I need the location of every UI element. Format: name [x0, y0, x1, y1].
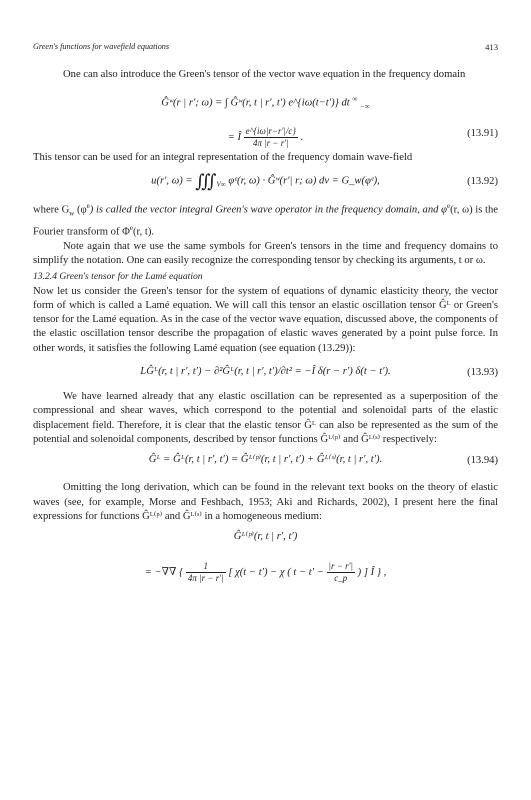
equation-tail: .	[300, 131, 304, 143]
paragraph-superposition: We have learned already that any elastic oscillation can be represented as a superposition of the compressional and shear waves, which correspond to the potential and solenoidal parts of the elastic displacement field. Therefore, it is clear that the elastic tensor Ĝᴸ can also be represented as the sum of the potential and solenoidal components, described by tensor functions Ĝᴸ⁽ᵖ⁾ and Ĝᴸ⁽ˢ⁾ respectively:	[33, 391, 498, 445]
equation-frequency-tensor	[33, 83, 498, 117]
equation-13-92	[33, 165, 498, 199]
paragraph-intro: One can also introduce the Green's tensor of the vector wave equation in the frequency domain	[63, 69, 466, 81]
book-page	[33, 40, 498, 586]
fraction-denominator: 4π |r − r′|	[252, 137, 289, 148]
equation-number: (13.92)	[467, 175, 498, 187]
fraction-numerator: |r − r′|	[328, 561, 354, 572]
equation-13-91	[33, 117, 498, 151]
section-heading: 13.2.4 Green's tensor for the Lamé equation	[33, 271, 203, 283]
integral-upper-limit: ∞	[352, 94, 358, 103]
equation-fraction	[244, 126, 298, 149]
equation-13-93	[33, 356, 498, 390]
equation-text: LĜᴸ(r, t | r′, t′) − ∂²Ĝᴸ(r, t | r′, t′)/∂t² = −Î δ(r − r′) δ(t − t′).	[140, 366, 391, 378]
equation-text: Ĝᴸ⁽ᵖ⁾(r, t | r′, t′)	[233, 531, 298, 543]
equation-pre: = −∇∇ {	[144, 567, 184, 579]
equation-potential-tensor-rhs	[33, 552, 498, 586]
equation-number: (13.91)	[467, 127, 498, 139]
equation-fraction	[186, 561, 226, 584]
equation-number: (13.93)	[467, 367, 498, 379]
text-run: (r, ω) is the Fourier transform of Φ	[33, 204, 499, 238]
paragraph-operator-definition: where $G_w$ $(\varphi^e)$ is called the vector integral Green's wave operator in the frequency domain, and $\varphi^e(r$, ω) is the Fourier transform of $\Phi^e(r$, t).	[33, 201, 499, 238]
equation-lhs: = Î	[227, 131, 241, 143]
integral-domain: V∞	[216, 180, 226, 189]
fraction-numerator: 1	[186, 561, 226, 573]
equation-lhs: u(r′, ω) =	[151, 175, 193, 187]
fraction-denominator: 4π |r − r′|	[187, 573, 224, 584]
equation-13-94	[33, 447, 498, 475]
equation-number: (13.94)	[467, 455, 498, 467]
text-run: ) is called the vector integral Green's wave operator in the frequency domain, and φ	[89, 204, 448, 216]
page-number: 413	[485, 42, 498, 52]
equation-rhs: φᵉ(r, ω) · Ĝʷ(r′| r; ω) dv = G_w(φᵉ),	[228, 175, 380, 187]
equation-text: Ĝᴸ = Ĝᴸ(r, t | r′, t′) = Ĝᴸ⁽ᵖ⁾(r, t | r′, t′) + Ĝᴸ⁽ˢ⁾(r, t | r′, t′).	[148, 454, 383, 466]
text-run: (φ	[77, 204, 87, 216]
running-title: Green's functions for wavefield equations	[33, 42, 170, 51]
equation-mid: [ χ(t − t′) − χ ( t − t′ −	[228, 567, 324, 579]
fraction-numerator: e^{iω|r−r′|/c}	[245, 125, 296, 136]
running-header	[33, 40, 498, 54]
triple-integral-sign: ∭	[195, 170, 217, 191]
paragraph-final-expressions: Omitting the long derivation, which can be found in the relevant text books on the theory of elastic waves (see, for example, Morse and Feshbach, 1953; Aki and Richards, 2002), I present here the final expressions for functions Ĝᴸ⁽ᵖ⁾ and Ĝᴸ⁽ˢ⁾ in a homogeneous medium:	[33, 482, 498, 522]
equation-fraction-2	[327, 561, 356, 584]
fraction-denominator: c_p	[334, 573, 348, 584]
paragraph-lame-intro: Now let us consider the Green's tensor for the system of equations of dynamic elasticity theory, the vector form of which is called a Lamé equation. We will call this tensor an elastic oscillation tensor Ĝᴸ or Green's tensor for the Lamé equation. As in the case of the vector wave equation, discussed above, the components of the elastic oscillation tensor describe the propagation of elastic waves generated by a point pulse force. In other words, it satisfies the following Lamé equation (see equation (13.29)):	[33, 285, 498, 354]
integral-lower-limit: −∞	[360, 102, 370, 111]
equation-text: Ĝʷ(r | r′; ω) = ∫ Ĝʷ(r, t | r′, t′) e^{iω(t−t′)} dt	[161, 97, 350, 109]
text-run: (r, t).	[133, 226, 155, 238]
text-run: where G	[33, 204, 70, 216]
equation-tail: ) ] Î } ,	[357, 567, 387, 579]
equation-potential-tensor-lhs	[33, 524, 498, 552]
paragraph-notation-note: Note again that we use the same symbols for Green's tensors in the time and frequency domains to simplify the notation. One can easily recognize the corresponding tensor by checking its arguments, t or ω.	[33, 240, 498, 266]
paragraph-integral-rep: This tensor can be used for an integral representation of the frequency domain wave-field	[33, 151, 413, 163]
